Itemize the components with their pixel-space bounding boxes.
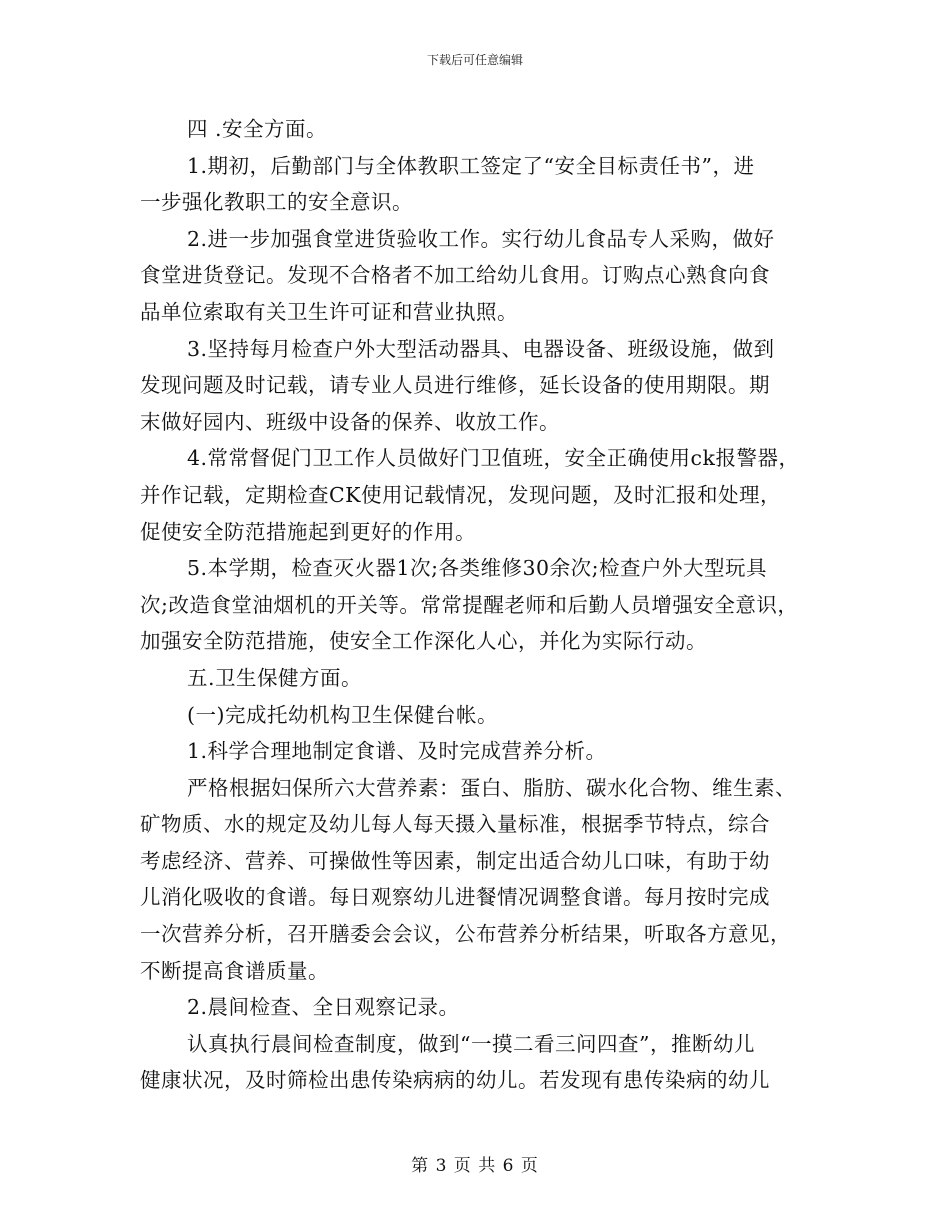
text-line: 2.进一步加强食堂进货验收工作。实行幼儿食品专人采购，做好 (187, 226, 775, 251)
text-line: 1.科学合理地制定食谱、及时完成营养分析。 (187, 739, 607, 764)
document-body (140, 111, 810, 1099)
text-line: 5.本学期，检查灭火器1次;各类维修30余次;检查户外大型玩具 (187, 556, 767, 581)
text-line: 一次营养分析，召开膳委会会议，公布营养分析结果，听取各方意见， (140, 922, 791, 947)
text-line: 末做好园内、班级中设备的保养、收放工作。 (140, 409, 560, 434)
text-line: 食堂进货登记。发现不合格者不加工给幼儿食用。订购点心熟食向食 (140, 263, 770, 288)
text-line: 促使安全防范措施起到更好的作用。 (140, 519, 476, 544)
text-line: 严格根据妇保所六大营养素：蛋白、脂肪、碳水化合物、维生素、 (187, 775, 796, 800)
text-line: 1.期初，后勤部门与全体教职工签定了“安全目标责任书”，进 (187, 153, 755, 178)
text-line: 4.常常督促门卫工作人员做好门卫值班，安全正确使用ck报警器， (187, 446, 800, 471)
text-line: 品单位索取有关卫生许可证和营业执照。 (140, 299, 518, 324)
text-line: 健康状况，及时筛检出患传染病病的幼儿。若发现有患传染病的幼儿 (140, 1068, 770, 1093)
text-line: 加强安全防范措施，使安全工作深化人心，并化为实际行动。 (140, 629, 707, 654)
text-line: 次;改造食堂油烟机的开关等。常常提醒老师和后勤人员增强安全意识， (140, 592, 799, 617)
text-line: 不断提高食谱质量。 (140, 958, 329, 983)
page-footer: 第 3 页 共 6 页 (411, 1156, 539, 1176)
text-line: 考虑经济、营养、可操做性等因素，制定出适合幼儿口味，有助于幼 (140, 848, 770, 873)
text-line: 3.坚持每月检查户外大型活动器具、电器设备、班级设施，做到 (187, 336, 775, 361)
text-line: 2.晨间检查、全日观察记录。 (187, 995, 460, 1020)
text-line: (一)完成托幼机构卫生保健台帐。 (187, 702, 498, 727)
text-line: 五.卫生保健方面。 (187, 665, 363, 690)
text-line: 并作记载，定期检查CK使用记载情况，发现问题，及时汇报和处理， (140, 482, 781, 507)
text-line: 四 .安全方面。 (187, 117, 328, 141)
page-header: 下载后可任意编辑 (426, 53, 523, 67)
text-line: 矿物质、水的规定及幼儿每人每天摄入量标准，根据季节特点，综合 (140, 812, 770, 837)
text-line: 认真执行晨间检查制度，做到“一摸二看三问四查”，推断幼儿 (187, 1031, 755, 1056)
text-line: 一步强化教职工的安全意识。 (140, 190, 413, 215)
text-line: 发现问题及时记载，请专业人员进行维修，延长设备的使用期限。期 (140, 373, 770, 398)
text-line: 儿消化吸收的食谱。每日观察幼儿进餐情况调整食谱。每月按时完成 (140, 885, 770, 910)
